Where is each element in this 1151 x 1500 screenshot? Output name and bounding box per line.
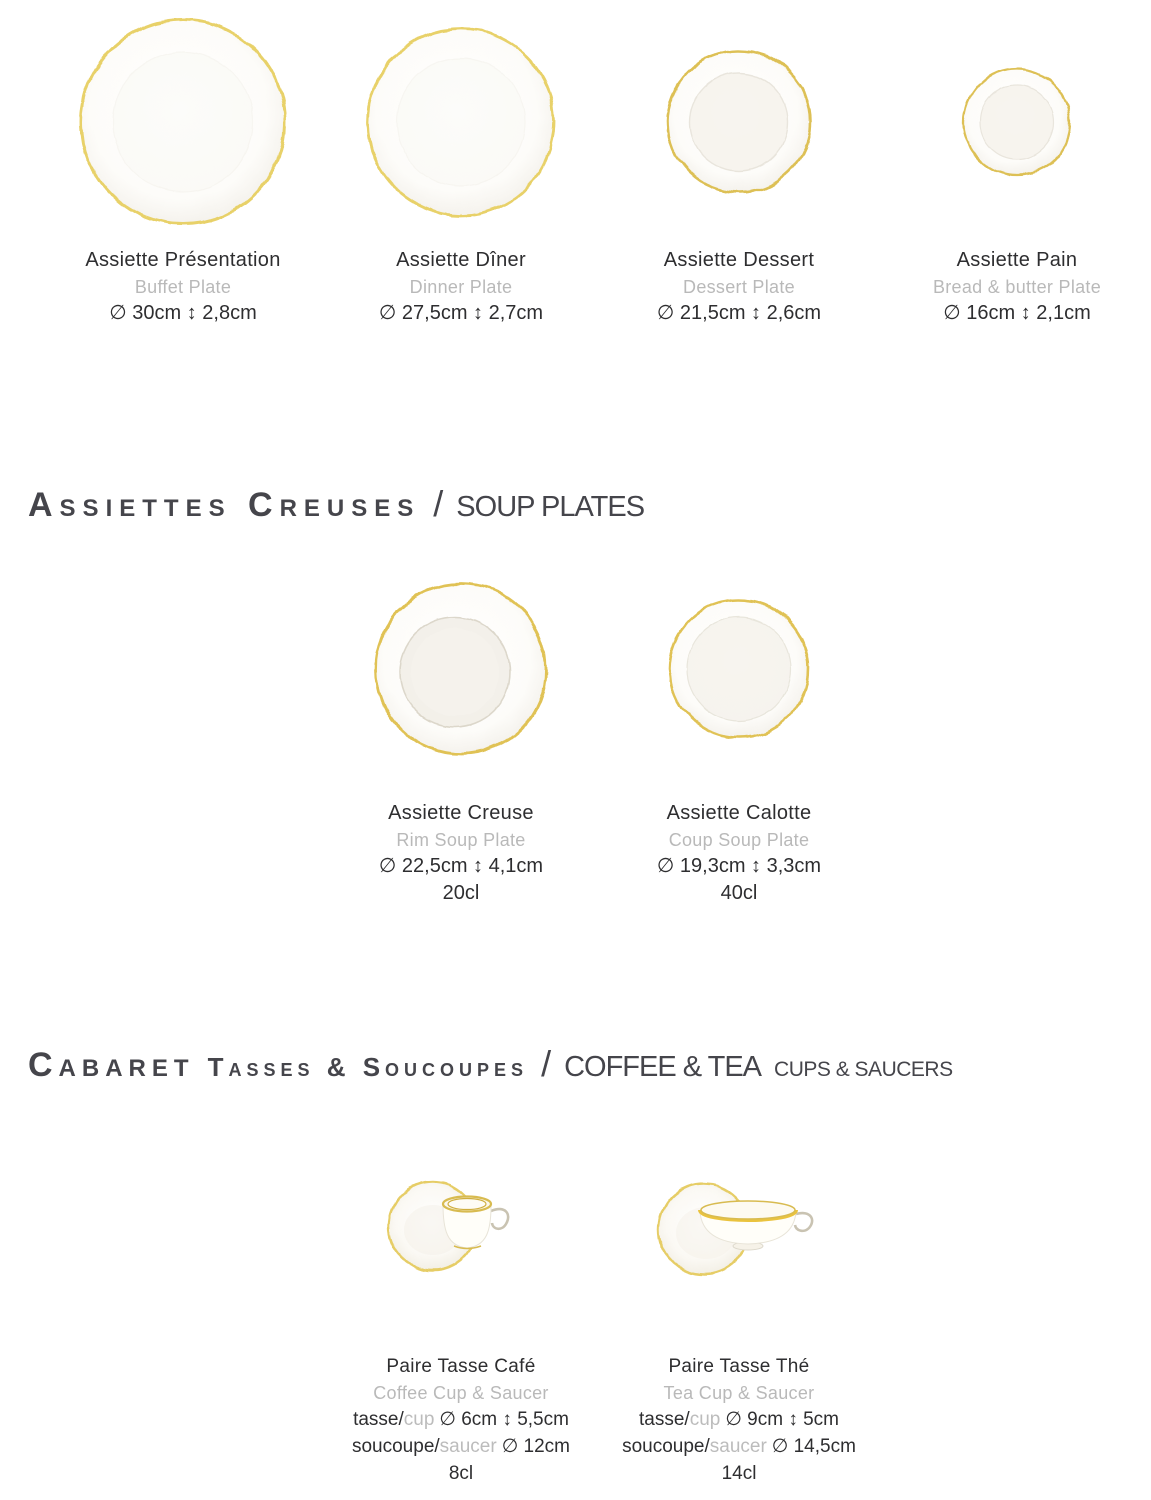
product-name-en: Bread & butter Plate	[932, 277, 1102, 297]
rim-soup-plate-illustration	[372, 580, 550, 758]
cup-dimensions-line	[600, 1406, 878, 1433]
saucer-dimensions-line	[600, 1433, 878, 1460]
saucer-label-en: saucer	[439, 1436, 497, 1457]
plate-image-box	[322, 0, 600, 244]
saucer-dimensions: ∅ 14,5cm	[771, 1436, 856, 1457]
plate-image-box	[322, 580, 600, 758]
product-dimensions: ∅ 21,5cm ↕ 2,6cm	[656, 302, 822, 324]
saucer-label-fr: soucoupe/	[351, 1436, 440, 1457]
buffet-plate-illustration	[77, 16, 289, 228]
product-name-en: Rim Soup Plate	[396, 830, 526, 850]
product-capacity: 20cl	[442, 882, 480, 904]
dessert-plate-illustration	[664, 47, 814, 197]
plate-image-box	[600, 0, 878, 244]
product-name-fr: Assiette Creuse	[388, 802, 534, 824]
product-name-en: Dessert Plate	[683, 277, 795, 297]
product-dimensions: ∅ 27,5cm ↕ 2,7cm	[378, 302, 544, 324]
cup-image-box	[322, 1180, 600, 1280]
product-name-en: Coup Soup Plate	[668, 830, 810, 850]
product-name-fr: Assiette Calotte	[666, 802, 812, 824]
saucer-dimensions-line	[322, 1433, 600, 1460]
product-dimensions: ∅ 22,5cm ↕ 4,1cm	[378, 855, 544, 877]
card-assiette-dessert	[600, 0, 878, 327]
card-assiette-calotte	[600, 580, 878, 907]
bread-plate-illustration	[961, 66, 1073, 178]
saucer-label-fr: soucoupe/	[622, 1436, 710, 1457]
saucer-label-en: saucer	[709, 1436, 767, 1457]
cup-dimensions: ∅ 9cm ↕ 5cm	[725, 1409, 840, 1430]
header-french-sub: Tasses & Soucoupes	[207, 1052, 529, 1082]
card-paire-tasse-the	[600, 1180, 878, 1487]
section-header-soup-plates	[28, 483, 644, 525]
product-name-fr: Paire Tasse Thé	[668, 1356, 810, 1377]
product-name-fr: Paire Tasse Café	[386, 1356, 536, 1377]
product-dimensions: ∅ 30cm ↕ 2,8cm	[109, 302, 257, 324]
product-dimensions: ∅ 19,3cm ↕ 3,3cm	[656, 855, 822, 877]
product-name-fr: Assiette Dessert	[663, 249, 815, 271]
tea-cup-saucer-illustration	[654, 1180, 824, 1280]
header-english-main: COFFEE & TEA	[564, 1051, 762, 1083]
product-name-en: Tea Cup & Saucer	[663, 1383, 815, 1403]
plate-image-box	[600, 580, 878, 758]
header-french-main: Cabaret	[28, 1046, 195, 1084]
card-assiette-pain	[878, 0, 1151, 327]
product-capacity: 8cl	[448, 1463, 474, 1484]
header-french: Assiettes Creuses	[28, 486, 421, 524]
section-header-cups-saucers	[28, 1043, 953, 1085]
cup-image-box	[600, 1180, 878, 1280]
header-separator: /	[541, 1043, 552, 1084]
card-paire-tasse-cafe	[322, 1180, 600, 1487]
cup-dimensions: ∅ 6cm ↕ 5,5cm	[439, 1409, 569, 1430]
header-separator: /	[433, 483, 444, 524]
product-name-fr: Assiette Dîner	[396, 249, 526, 271]
product-name-en: Buffet Plate	[134, 277, 232, 297]
cup-dimensions-line	[322, 1406, 600, 1433]
cup-label-en: cup	[689, 1409, 721, 1430]
product-name-fr: Assiette Pain	[956, 249, 1078, 271]
plate-image-box	[44, 0, 322, 244]
coup-soup-plate-illustration	[667, 597, 812, 742]
coffee-cup-saucer-illustration	[386, 1180, 536, 1280]
plate-image-box	[878, 0, 1151, 244]
product-name-fr: Assiette Présentation	[85, 249, 281, 271]
header-english: SOUP PLATES	[456, 491, 645, 523]
product-dimensions: ∅ 16cm ↕ 2,1cm	[943, 302, 1091, 324]
card-assiette-creuse	[322, 580, 600, 907]
product-name-en: Dinner Plate	[409, 277, 513, 297]
cup-label-fr: tasse/	[353, 1409, 404, 1430]
card-assiette-presentation	[44, 0, 322, 327]
product-capacity: 14cl	[721, 1463, 757, 1484]
cup-label-en: cup	[403, 1409, 435, 1430]
header-english-sub: CUPS & SAUCERS	[774, 1058, 953, 1081]
dinner-plate-illustration	[364, 25, 558, 219]
saucer-dimensions: ∅ 12cm	[501, 1436, 570, 1457]
card-assiette-diner	[322, 0, 600, 327]
product-name-en: Coffee Cup & Saucer	[373, 1383, 549, 1403]
cup-label-fr: tasse/	[638, 1409, 690, 1430]
product-capacity: 40cl	[720, 882, 758, 904]
